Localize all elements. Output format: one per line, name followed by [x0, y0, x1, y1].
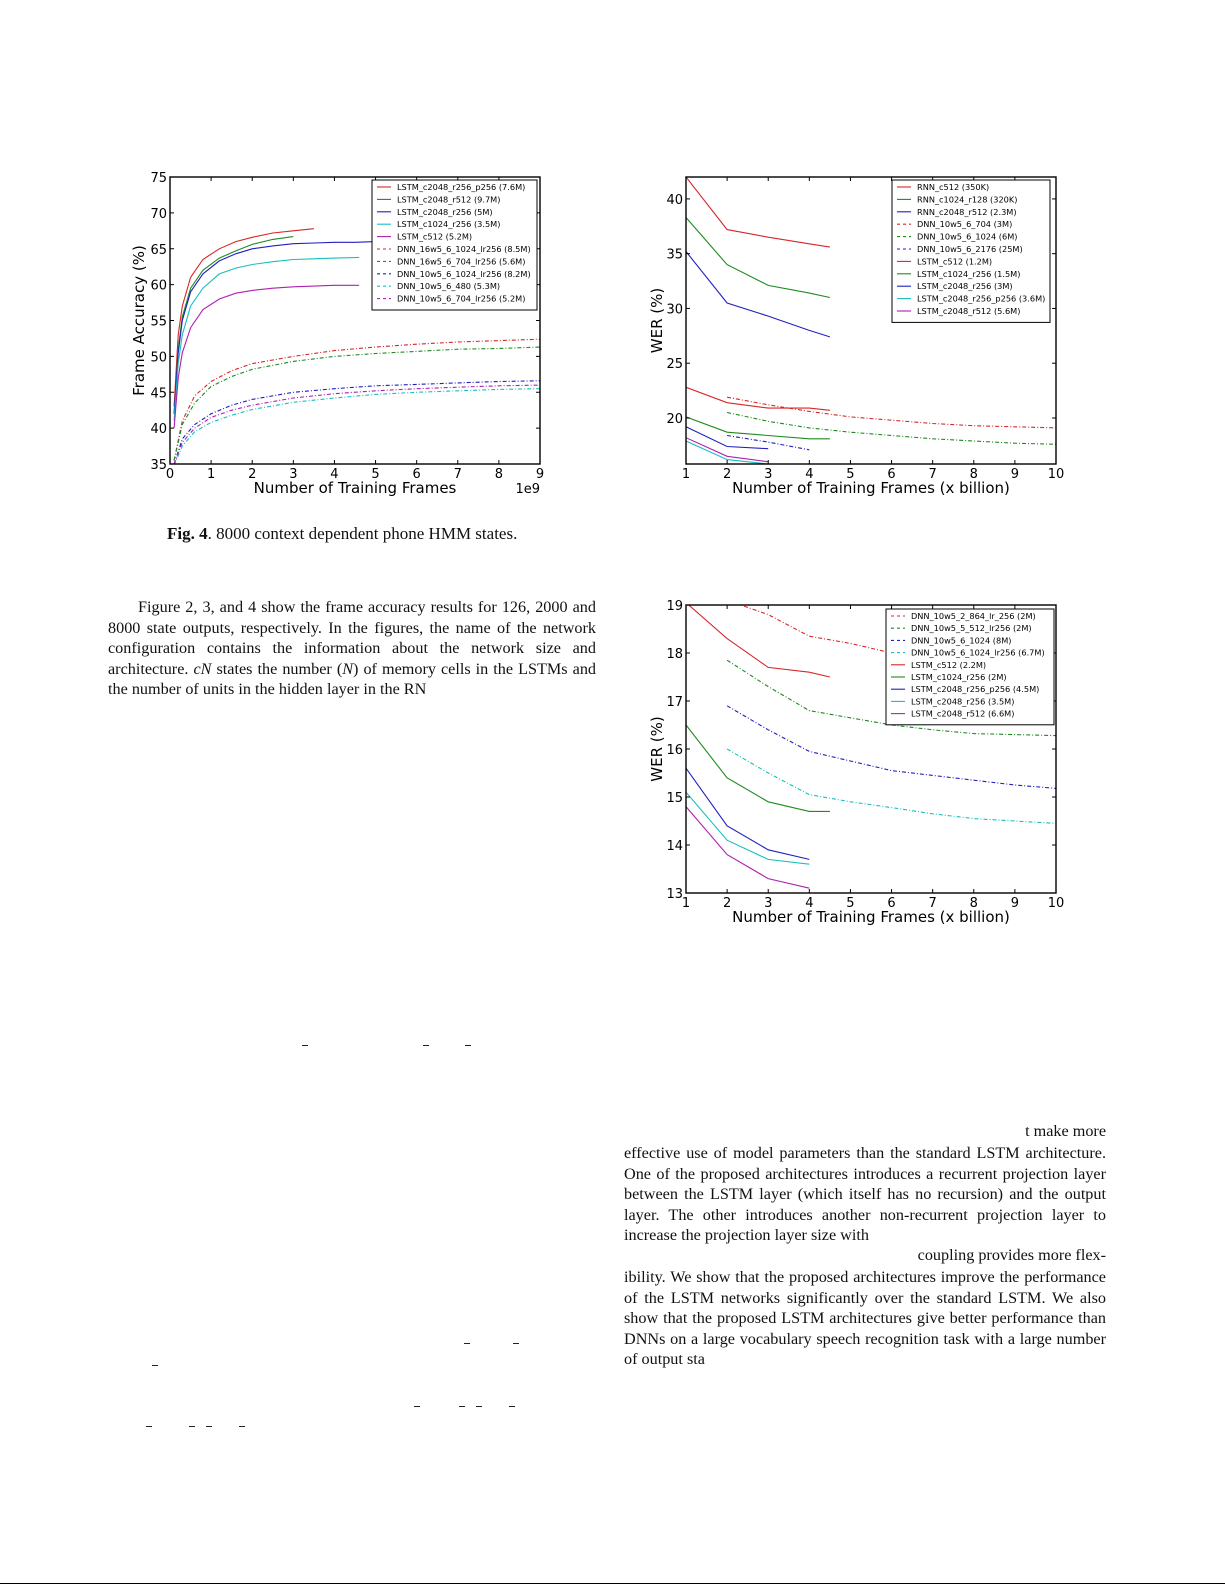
x-tick-label: 7 [928, 896, 937, 911]
y-tick-label: 35 [150, 458, 167, 473]
series-line [686, 177, 830, 247]
dash-artifact [239, 1426, 245, 1427]
math-cn: cN [193, 659, 212, 678]
series-line [174, 347, 540, 460]
legend-label: DNN_10w5_6_1024 (8M) [911, 635, 1012, 646]
series-line [174, 381, 540, 464]
y-tick-label: 20 [666, 411, 683, 427]
x-tick-label: 8 [969, 467, 978, 482]
legend-label: LSTM_c2048_r256_p256 (4.5M) [911, 684, 1040, 695]
x-tick-label: 9 [1010, 896, 1020, 911]
series-line [174, 339, 540, 460]
series-line [686, 807, 809, 889]
series-line [686, 438, 768, 462]
legend-label: DNN_10w5_6_1024_lr256 (8.2M) [397, 268, 531, 279]
series-line [727, 397, 1056, 428]
y-tick-label: 15 [666, 791, 683, 806]
x-tick-label: 9 [1010, 467, 1020, 482]
legend-label: DNN_10w5_6_480 (5.3M) [397, 281, 501, 292]
x-tick-label: 5 [846, 896, 855, 911]
legend-label: DNN_10w5_6_704 (3M) [917, 219, 1013, 230]
right-fragment-mid: coupling provides more flex- [917, 1246, 1106, 1264]
x-tick-label: 10 [1047, 467, 1065, 482]
math-n: N [342, 659, 354, 678]
legend-label: LSTM_c2048_r512 (5.6M) [917, 306, 1021, 316]
x-tick-label: 4 [330, 467, 339, 482]
y-tick-label: 70 [150, 206, 167, 222]
legend-label: RNN_c512 (350K) [917, 182, 990, 192]
left-paragraph-part2: states the number ( [211, 659, 343, 678]
legend-label: DNN_10w5_6_1024 (6M) [917, 231, 1018, 242]
right-paragraph-text: effective use of model parameters than the standard LSTM architecture. One of the proposed architectures introduces a recurrent projection layer between the LSTM layer (which itself has no recursion) and the output layer. The other introduces another non-recurrent projection layer to increase the projection layer size with [624, 1144, 1106, 1245]
legend-label: DNN_10w5_6_2176 (25M) [917, 244, 1023, 254]
y-tick-label: 75 [150, 171, 167, 186]
legend [372, 180, 537, 310]
series-line [174, 385, 540, 464]
legend-label: LSTM_c2048_r256 (3.5M) [911, 696, 1015, 707]
legend-label: LSTM_c512 (1.2M) [917, 256, 993, 267]
y-tick-label: 25 [666, 357, 683, 373]
y-tick-label: 40 [666, 192, 683, 208]
legend-label: LSTM_c2048_r512 (9.7M) [397, 194, 501, 205]
series-line [727, 413, 1056, 445]
y-tick-label: 19 [666, 599, 683, 614]
figure-label: Fig. 4 [167, 524, 208, 543]
legend-label: DNN_10w5_6_1024_lr256 (6.7M) [911, 647, 1045, 658]
x-offset-label: 1e9 [515, 482, 540, 497]
y-tick-label: 35 [666, 247, 683, 263]
wer-2000-chart [640, 595, 1080, 935]
x-axis-label: Number of Training Frames (x billion) [732, 479, 1010, 497]
dash-artifact [465, 1045, 471, 1046]
y-tick-label: 16 [666, 743, 683, 758]
figure-caption [167, 524, 517, 544]
legend-label: LSTM_c2048_r256 (3M) [917, 281, 1013, 292]
legend-label: RNN_c1024_r128 (320K) [917, 194, 1018, 205]
legend [886, 609, 1054, 725]
series-line [174, 242, 376, 414]
x-tick-label: 3 [764, 896, 773, 911]
dash-artifact [152, 1365, 158, 1366]
frame-accuracy-chart [120, 165, 560, 510]
legend-label: LSTM_c512 (5.2M) [397, 231, 473, 242]
series-line [727, 749, 1056, 823]
legend [892, 180, 1050, 322]
x-tick-label: 6 [887, 896, 896, 911]
series-line [174, 389, 540, 466]
y-axis-label: WER (%) [648, 287, 666, 354]
x-axis-label: Number of Training Frames [253, 479, 457, 497]
legend-label: LSTM_c2048_r256_p256 (3.6M) [917, 293, 1046, 304]
left-paragraph-part3: ) of memory cells in the LSTMs and the number of units in the hidden layer in the RN [108, 659, 597, 699]
series-line [686, 387, 830, 410]
y-tick-label: 45 [150, 386, 167, 402]
left-paragraph-part1: Figure 2, 3, and 4 show the frame accuracy results for 126, 2000 and 8000 state outputs, respectively. In the figures, the name of the network configuration contains the information about the network size and architecture. [108, 598, 596, 678]
dash-artifact [146, 1426, 152, 1427]
x-tick-label: 4 [805, 467, 814, 482]
right-fragment-first: t make more [1025, 1122, 1106, 1140]
dash-artifact [189, 1426, 195, 1427]
y-tick-label: 14 [666, 839, 683, 854]
legend-label: LSTM_c1024_r256 (3.5M) [397, 219, 501, 230]
x-tick-label: 6 [887, 467, 896, 482]
series-line [686, 603, 830, 677]
dash-artifact [414, 1406, 420, 1407]
x-tick-label: 2 [722, 467, 732, 482]
y-tick-label: 40 [150, 422, 167, 438]
dash-artifact [509, 1406, 515, 1407]
page-bottom-rule [0, 1583, 1225, 1584]
x-tick-label: 5 [846, 467, 855, 482]
x-tick-label: 1 [681, 467, 691, 482]
left-paragraph [108, 597, 596, 700]
x-tick-label: 8 [969, 896, 978, 911]
y-axis-label: WER (%) [648, 716, 666, 782]
x-tick-label: 1 [681, 896, 691, 911]
x-tick-label: 6 [412, 467, 421, 482]
x-tick-label: 3 [289, 467, 298, 482]
series-line [686, 252, 830, 337]
x-tick-label: 0 [165, 467, 175, 482]
legend-label: LSTM_c1024_r256 (1.5M) [917, 268, 1021, 279]
right-paragraph-2-text: ibility. We show that the proposed architectures improve the performance of the LSTM networks significantly over the standard LSTM. We also show that the proposed LSTM architectures give better performance than DNNs on a large vocabulary speech recognition task with a large number of output sta [624, 1268, 1106, 1369]
x-tick-label: 4 [805, 896, 814, 911]
x-tick-label: 7 [453, 467, 462, 482]
legend-label: LSTM_c512 (2.2M) [911, 659, 987, 670]
x-tick-label: 3 [764, 467, 773, 482]
y-tick-label: 18 [666, 647, 683, 662]
legend-label: LSTM_c2048_r512 (6.6M) [911, 708, 1015, 719]
dash-artifact [206, 1426, 212, 1427]
legend-label: RNN_c2048_r512 (2.3M) [917, 206, 1017, 217]
legend-label: LSTM_c2048_r256_p256 (7.6M) [397, 182, 526, 192]
dash-artifact [513, 1343, 519, 1344]
y-tick-label: 55 [150, 314, 167, 330]
right-paragraph [624, 1143, 1106, 1246]
series-line [174, 229, 314, 407]
series-line [686, 218, 830, 298]
right-paragraph-2 [624, 1267, 1106, 1370]
y-axis-label: Frame Accuracy (%) [130, 245, 148, 396]
y-tick-label: 50 [150, 350, 167, 366]
y-tick-label: 30 [666, 302, 683, 318]
dash-artifact [302, 1045, 308, 1046]
x-tick-label: 5 [371, 467, 380, 482]
x-tick-label: 7 [928, 467, 937, 482]
dash-artifact [476, 1406, 482, 1407]
x-tick-label: 1 [206, 467, 216, 482]
legend-label: DNN_16w5_6_1024_lr256 (8.5M) [397, 244, 531, 254]
x-tick-label: 8 [494, 467, 504, 482]
legend-label: LSTM_c1024_r256 (2M) [911, 672, 1007, 682]
dash-artifact [464, 1343, 470, 1344]
legend-label: DNN_10w5_6_704_lr256 (5.2M) [397, 293, 526, 304]
x-tick-label: 2 [248, 467, 257, 482]
figure-caption-text: . 8000 context dependent phone HMM states. [207, 524, 518, 543]
wer-126-chart [640, 165, 1080, 510]
legend-label: DNN_10w5_2_864_lr_256 (2M) [911, 611, 1036, 621]
y-tick-label: 65 [150, 242, 167, 258]
series-line [686, 427, 768, 449]
x-tick-label: 2 [722, 896, 732, 911]
y-tick-label: 13 [666, 887, 683, 902]
x-axis-label: Number of Training Frames (x billion) [732, 908, 1010, 926]
legend-label: DNN_16w5_6_704_lr256 (5.6M) [397, 256, 526, 267]
legend-label: DNN_10w5_5_512_lr256 (2M) [911, 623, 1032, 634]
dash-artifact [459, 1406, 465, 1407]
dash-artifact [423, 1045, 429, 1046]
legend-label: LSTM_c2048_r256 (5M) [397, 206, 493, 217]
y-tick-label: 17 [666, 695, 683, 710]
x-tick-label: 10 [1047, 896, 1065, 911]
x-tick-label: 9 [535, 467, 545, 482]
y-tick-label: 60 [150, 278, 167, 294]
